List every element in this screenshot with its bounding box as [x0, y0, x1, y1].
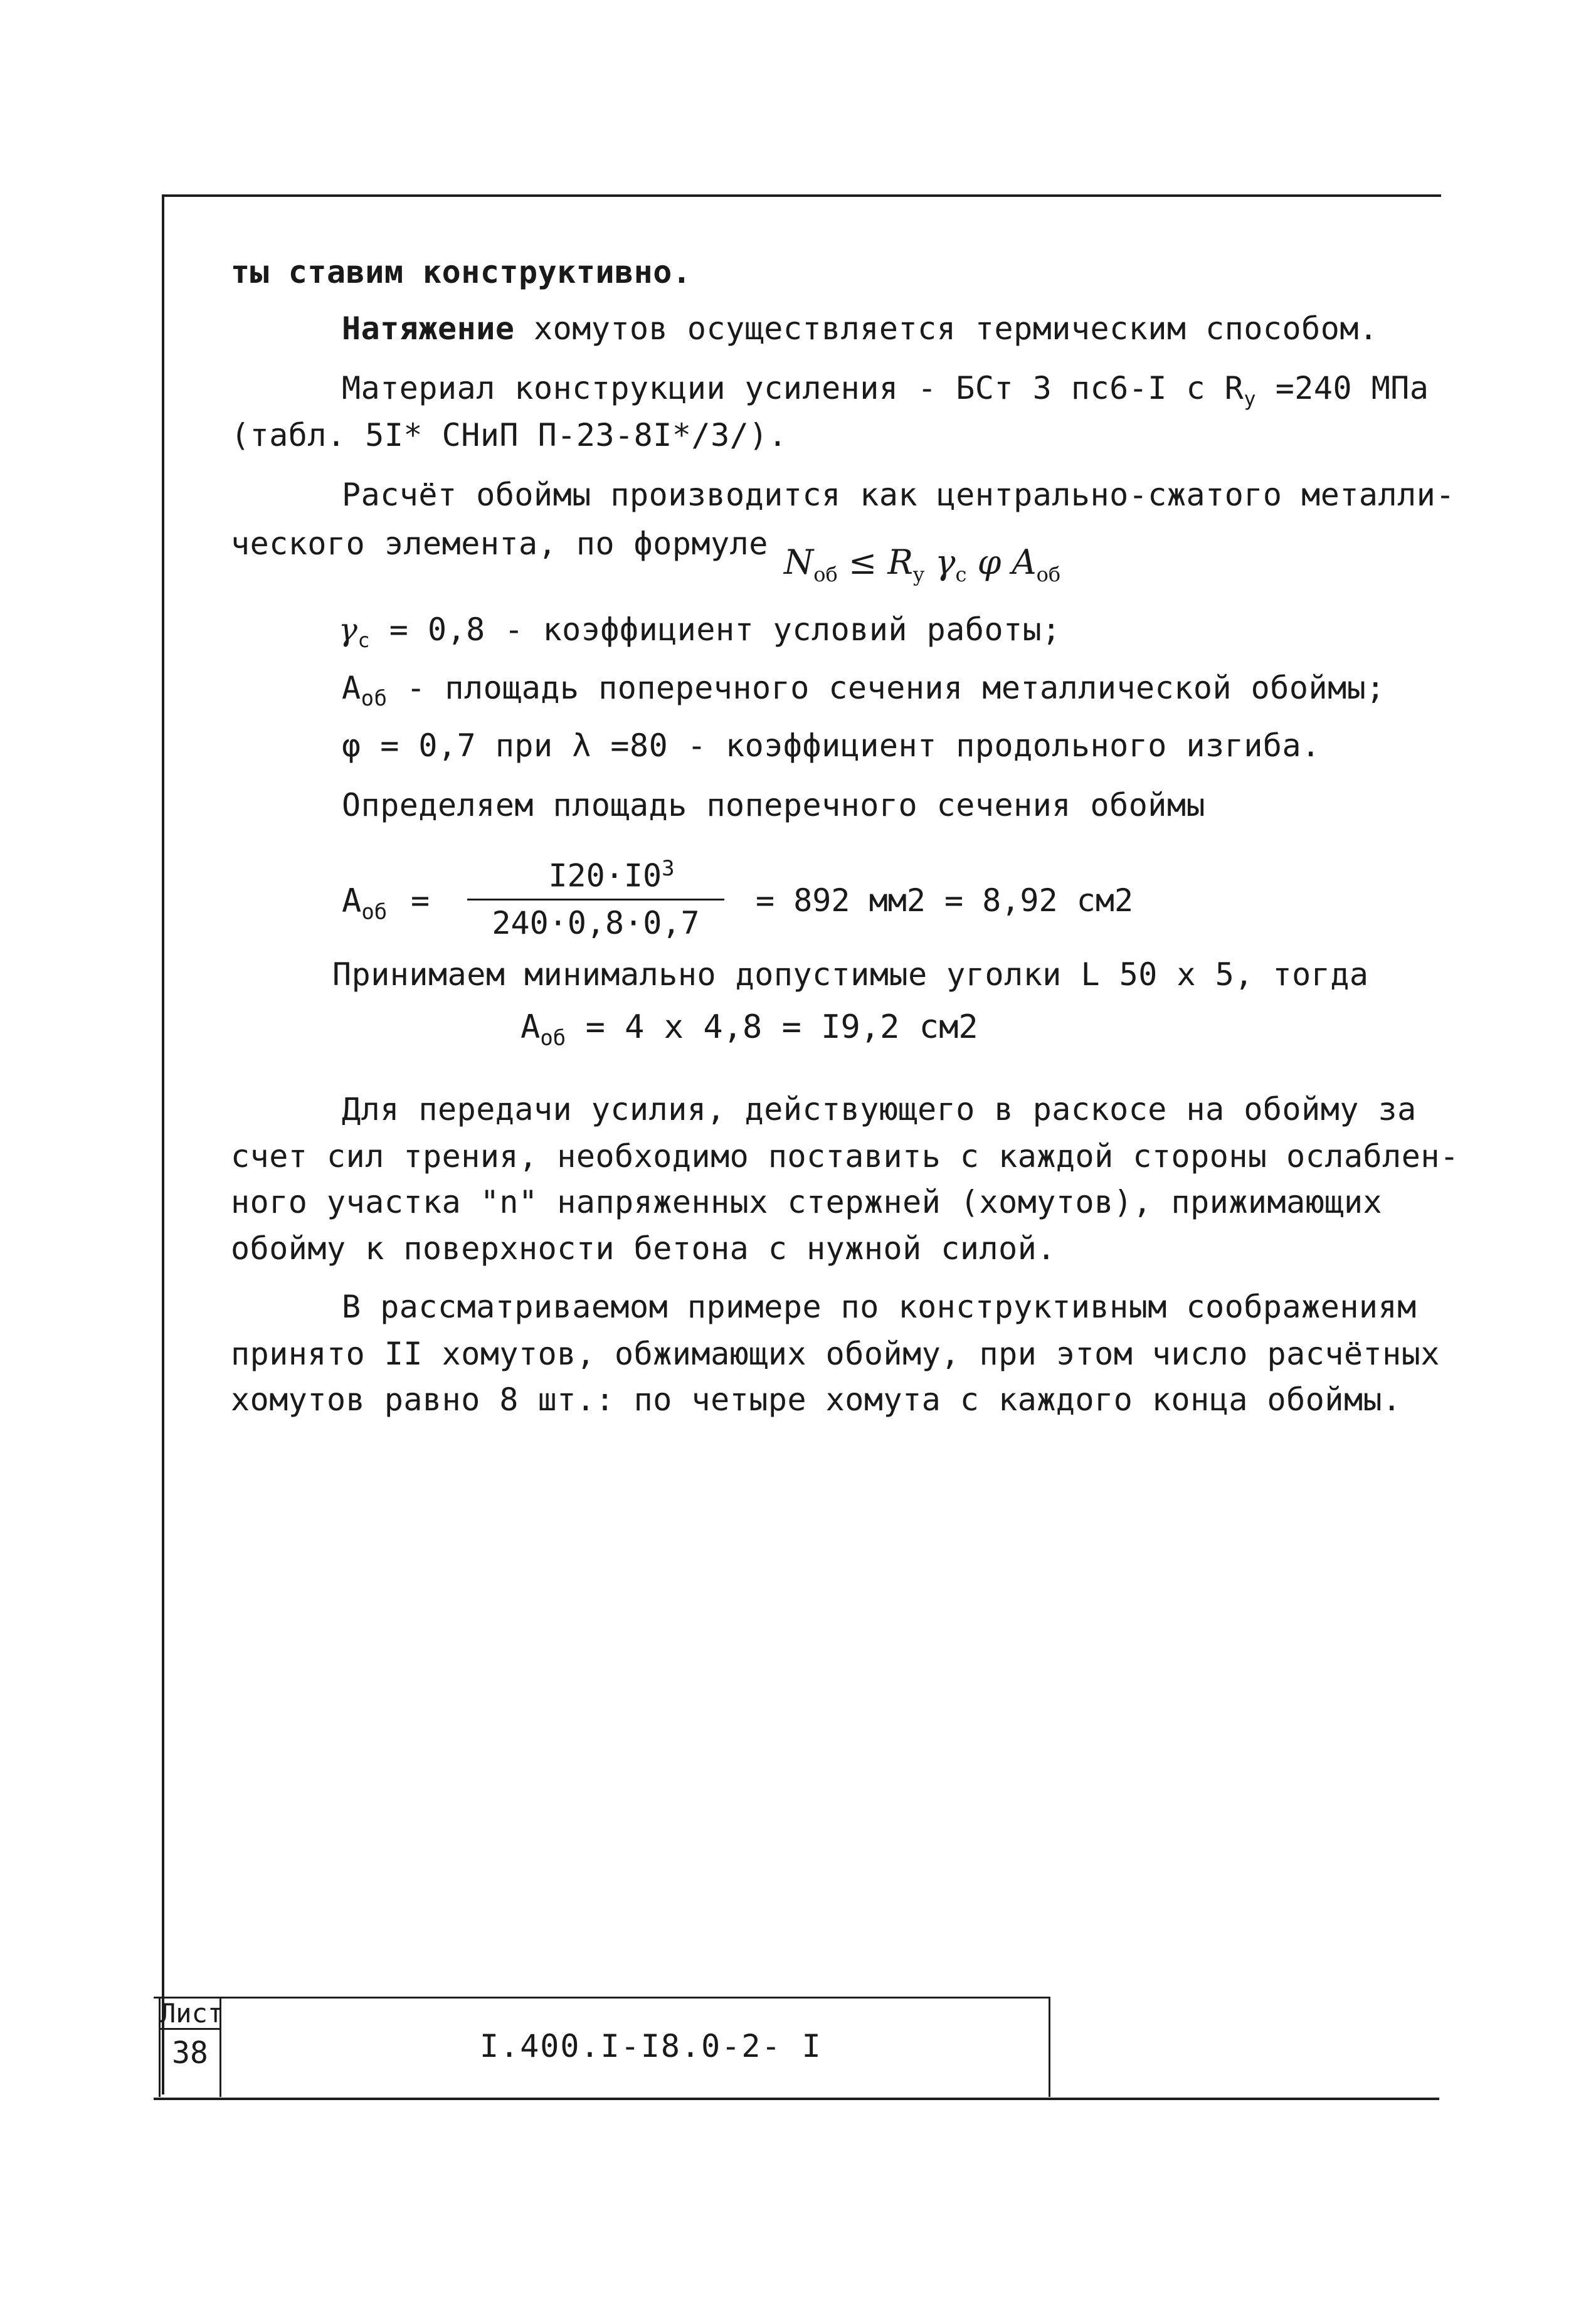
paragraph-line-2: счет сил трения, необходимо поставить с каждой стороны ослаблен- [231, 1138, 1459, 1175]
paragraph-line-5: В рассматриваемом примере по конструктивным соображениям [342, 1289, 1417, 1325]
paragraph-line-3: ного участка "n" напряженных стержней (хомутов), прижимающих [231, 1184, 1383, 1220]
gamma-text: = 0,8 - коэффициент условий работы; [370, 611, 1061, 648]
material-text: Материал конструкции усиления - БСт 3 пс6-I с R [342, 370, 1244, 406]
text-line-3 [342, 370, 1429, 411]
phi-definition: φ = 0,7 при λ =80 - коэффициент продольного изгиба. [342, 727, 1321, 764]
equation-denominator: 240·0,8·0,7 [492, 905, 700, 941]
frame-top-border [162, 194, 1441, 197]
area-equation [342, 856, 1157, 950]
text-line-4: (табл. 5I* СНиП П-23-8I*/3/). [231, 417, 788, 453]
area-symbol: A [342, 670, 361, 706]
sheet-number: 38 [172, 2036, 208, 2071]
equation-numerator [499, 856, 724, 894]
formula-strength [784, 542, 1060, 586]
formula-part: ≤ R [837, 542, 914, 582]
sheet-label: Лист [160, 1998, 224, 2029]
numerator-text: I20·I0 [548, 857, 662, 894]
equation-lhs-symbol: A [342, 882, 362, 920]
paragraph-line-6: принято II хомутов, обжимающих обойму, при этом число расчётных [231, 1336, 1440, 1372]
text-line-2 [342, 310, 1378, 347]
formula-part: γ [924, 542, 956, 582]
text-line-5: Расчёт обоймы производится как центрально-сжатого металли- [342, 477, 1455, 513]
area-equation-2 [521, 1008, 978, 1050]
gamma-symbol: γ [339, 611, 358, 648]
material-sub: y [1244, 387, 1257, 411]
material-end: =240 МПа [1256, 370, 1429, 406]
text-bold-word: Натяжение [342, 310, 515, 347]
fraction-bar [467, 899, 724, 900]
numerator-exponent: 3 [662, 856, 675, 881]
equation-equals: = [411, 882, 430, 919]
title-block-stamp [154, 1997, 1050, 2098]
area-text: - площадь поперечного сечения металлической обоймы; [387, 670, 1385, 706]
formula-part: φ A [966, 542, 1037, 582]
eq2-rest: = 4 x 4,8 = I9,2 см2 [566, 1008, 978, 1046]
area-sub: об [361, 686, 388, 711]
determine-area-line: Определяем площадь поперечного сечения обоймы [342, 787, 1206, 823]
document-code: I.400.I-I8.0-2- I [480, 2028, 822, 2064]
formula-sub: об [813, 562, 838, 586]
formula-sub: об [1036, 562, 1061, 586]
formula-sub: y [913, 562, 925, 586]
text-line-1: ты ставим конструктивно. [231, 254, 692, 290]
frame-left-border [162, 194, 164, 2094]
eq2-sub: об [540, 1025, 566, 1051]
text-line-6: ческого элемента, по формуле [231, 525, 768, 562]
equation-lhs-sub: об [361, 899, 388, 925]
equation-lhs [342, 882, 387, 924]
paragraph-line-4: обойму к поверхности бетона с нужной силой. [231, 1230, 1056, 1267]
paragraph-line-1: Для передачи усилия, действующего в раскосе на обойму за [342, 1091, 1417, 1127]
formula-sub: c [955, 562, 967, 586]
equation-result: = 892 мм2 = 8,92 см2 [756, 882, 1134, 919]
accept-angles-line: Принимаем минимально допустимые уголки L 50 x 5, тогда [332, 956, 1369, 993]
gamma-sub: c [357, 628, 371, 652]
gamma-definition [339, 611, 1061, 652]
text-rest: хомутов осуществляется термическим способом. [514, 310, 1378, 347]
formula-part: N [784, 542, 814, 582]
area-definition [342, 670, 1385, 711]
eq2-symbol: A [521, 1008, 541, 1046]
paragraph-line-7: хомутов равно 8 шт.: по четыре хомута с каждого конца обоймы. [231, 1381, 1402, 1418]
